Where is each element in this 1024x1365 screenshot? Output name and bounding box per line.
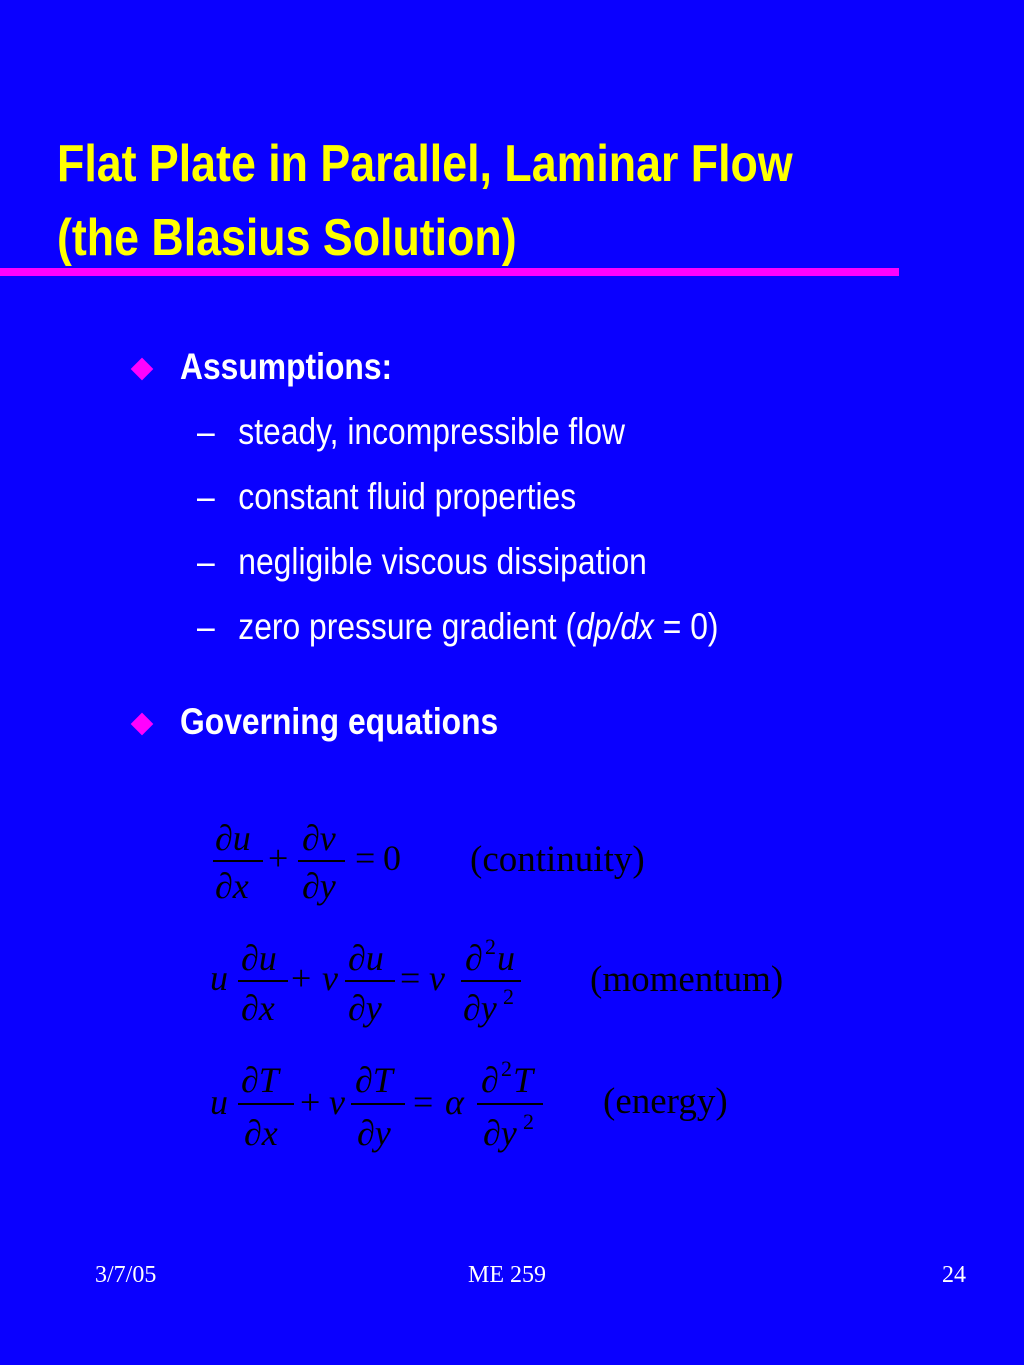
continuity-equation [205,812,445,912]
svg-text:=: = [413,1082,434,1122]
continuity-label: (continuity) [470,839,645,880]
footer-page-number: 24 [942,1262,966,1288]
svg-text:∂x: ∂x [241,988,275,1028]
momentum-equation [205,930,545,1040]
svg-text:∂u: ∂u [215,818,251,858]
svg-text:2: 2 [485,934,496,959]
diamond-bullet-icon [131,713,154,736]
svg-text:2: 2 [503,984,514,1009]
assumption-item: – negligible viscous dissipation [197,541,647,582]
svg-text:ν: ν [429,958,445,998]
svg-text:v: v [322,958,338,998]
svg-text:∂x: ∂x [244,1113,278,1153]
svg-text:∂T: ∂T [241,1060,279,1100]
svg-text:+: + [300,1082,321,1122]
svg-text:0: 0 [383,838,401,878]
slide-title-line-1: Flat Plate in Parallel, Laminar Flow [57,135,793,193]
svg-text:v: v [329,1082,345,1122]
svg-text:∂: ∂ [465,938,483,978]
title-divider [0,268,899,276]
svg-text:∂u: ∂u [241,938,277,978]
bullet-governing-equations: Governing equations [180,701,499,742]
footer-date: 3/7/05 [95,1262,157,1288]
assumption-item: – steady, incompressible flow [197,411,626,452]
svg-text:∂: ∂ [481,1060,499,1100]
svg-text:∂y: ∂y [483,1113,517,1153]
energy-label: (energy) [603,1081,728,1122]
svg-text:=: = [400,958,421,998]
slide-title-line-2: (the Blasius Solution) [57,209,517,267]
svg-text:∂x: ∂x [215,866,249,906]
svg-text:2: 2 [523,1109,534,1134]
svg-text:∂T: ∂T [355,1060,393,1100]
svg-text:2: 2 [501,1056,512,1081]
svg-text:u: u [210,958,228,998]
svg-text:u: u [497,938,515,978]
slide-title [57,127,793,275]
svg-text:∂v: ∂v [302,818,336,858]
diamond-bullet-icon [131,358,154,381]
svg-text:α: α [445,1082,464,1122]
svg-text:∂y: ∂y [348,988,382,1028]
momentum-label: (momentum) [590,959,784,1000]
svg-text:∂y: ∂y [302,866,336,906]
assumption-item-pressure: – zero pressure gradient (dp/dx = 0) [197,606,719,647]
svg-text:∂y: ∂y [357,1113,391,1153]
energy-equation [205,1050,565,1165]
svg-text:+: + [291,958,312,998]
bullet-assumptions: Assumptions: [180,346,393,387]
footer-course: ME 259 [468,1262,546,1288]
assumption-item: – constant fluid properties [197,476,577,517]
svg-text:T: T [513,1060,534,1100]
svg-text:=: = [355,838,376,878]
svg-text:u: u [210,1082,228,1122]
svg-text:∂y: ∂y [463,988,497,1028]
svg-text:∂u: ∂u [348,938,384,978]
svg-text:+: + [268,838,289,878]
